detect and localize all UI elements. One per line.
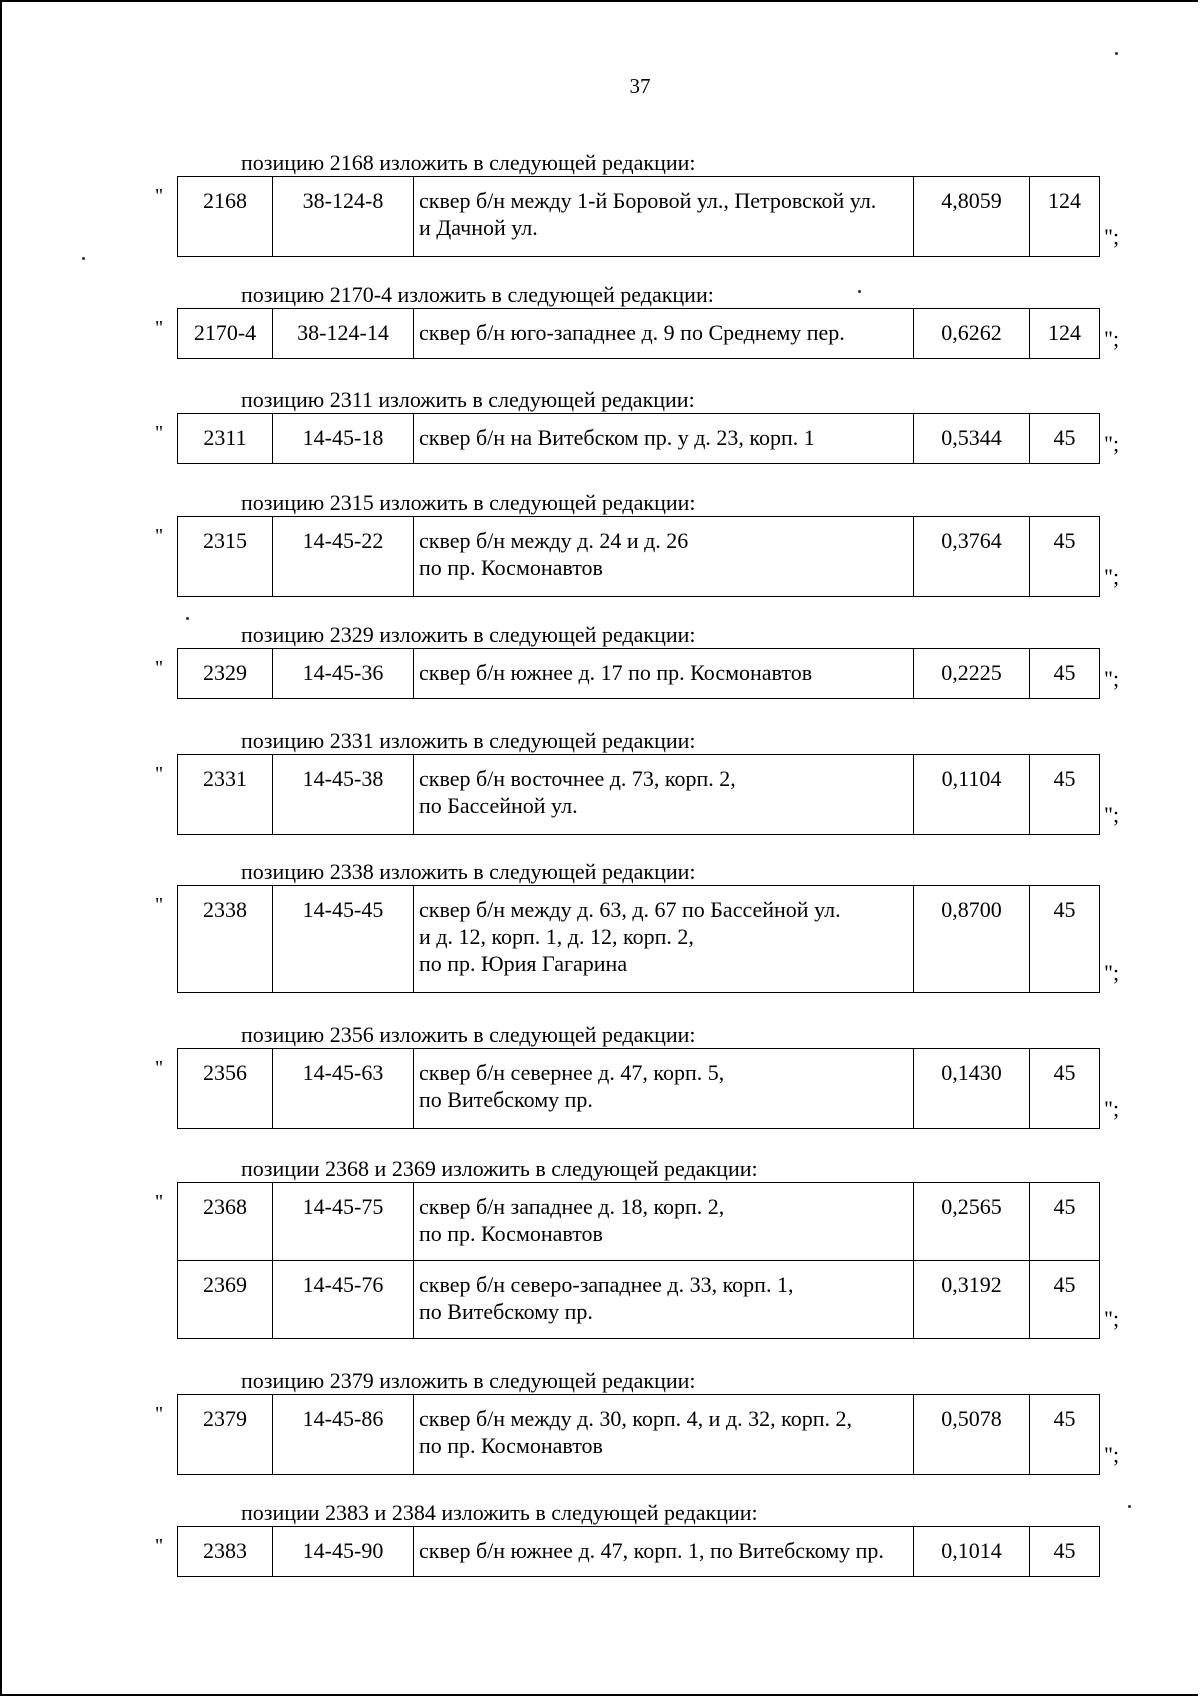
table-row xyxy=(178,1261,1100,1339)
position-number-cell: 2383 xyxy=(178,1527,273,1577)
description-line: по пр. Космонавтов xyxy=(419,1221,603,1246)
district-cell: 45 xyxy=(1030,414,1100,464)
accounting-code-cell: 14-45-22 xyxy=(273,517,414,597)
position-table xyxy=(177,413,1100,464)
table-row xyxy=(178,1527,1100,1577)
description-cell xyxy=(414,1183,914,1261)
position-table xyxy=(177,176,1100,257)
area-cell: 4,8059 xyxy=(914,177,1030,257)
position-number-cell: 2168 xyxy=(178,177,273,257)
area-cell: 0,2565 xyxy=(914,1183,1030,1261)
description-cell xyxy=(414,886,914,993)
description-line: по пр. Юрия Гагарина xyxy=(419,951,628,976)
table-row xyxy=(178,517,1100,597)
description-line: по пр. Космонавтов xyxy=(419,555,603,580)
table-row xyxy=(178,177,1100,257)
section-heading: позицию 2170-4 изложить в следующей редакции: xyxy=(241,282,714,307)
accounting-code-cell: 14-45-45 xyxy=(273,886,414,993)
closing-quote-mark: "; xyxy=(1104,431,1120,456)
description-line: сквер б/н восточнее д. 73, корп. 2, xyxy=(419,766,736,791)
description-line: сквер б/н юго-западнее д. 9 по Среднему пер. xyxy=(419,320,845,345)
opening-quote-mark: " xyxy=(155,1535,164,1557)
position-table xyxy=(177,1048,1100,1129)
section-heading: позицию 2331 изложить в следующей редакции: xyxy=(241,728,696,753)
description-line: сквер б/н между д. 63, д. 67 по Бассейной ул. xyxy=(419,897,841,922)
description-line: по пр. Космонавтов xyxy=(419,1433,603,1458)
position-number-cell: 2331 xyxy=(178,755,273,835)
scan-speck xyxy=(858,290,861,293)
accounting-code-cell: 14-45-63 xyxy=(273,1049,414,1129)
position-table xyxy=(177,1394,1100,1475)
area-cell: 0,1430 xyxy=(914,1049,1030,1129)
district-cell: 45 xyxy=(1030,1527,1100,1577)
area-cell: 0,3764 xyxy=(914,517,1030,597)
opening-quote-mark: " xyxy=(155,525,164,547)
description-line: сквер б/н севернее д. 47, корп. 5, xyxy=(419,1060,725,1085)
position-table xyxy=(177,308,1100,359)
area-cell: 0,2225 xyxy=(914,649,1030,699)
opening-quote-mark: " xyxy=(155,763,164,785)
description-line: по Витебскому пр. xyxy=(419,1087,593,1112)
section-heading: позицию 2379 изложить в следующей редакции: xyxy=(241,1368,696,1393)
accounting-code-cell: 14-45-38 xyxy=(273,755,414,835)
position-number-cell: 2356 xyxy=(178,1049,273,1129)
district-cell: 45 xyxy=(1030,1049,1100,1129)
position-number-cell: 2170-4 xyxy=(178,309,273,359)
district-cell: 45 xyxy=(1030,1395,1100,1475)
table-row xyxy=(178,414,1100,464)
description-line: по Витебскому пр. xyxy=(419,1299,593,1324)
position-table xyxy=(177,1182,1100,1339)
position-number-cell: 2368 xyxy=(178,1183,273,1261)
opening-quote-mark: " xyxy=(155,1057,164,1079)
section-heading: позицию 2168 изложить в следующей редакции: xyxy=(241,150,696,175)
position-number-cell: 2329 xyxy=(178,649,273,699)
description-line: сквер б/н между д. 30, корп. 4, и д. 32, корп. 2, xyxy=(419,1406,852,1431)
accounting-code-cell: 14-45-75 xyxy=(273,1183,414,1261)
closing-quote-mark: "; xyxy=(1104,326,1120,351)
description-cell xyxy=(414,414,914,464)
position-number-cell: 2315 xyxy=(178,517,273,597)
closing-quote-mark: "; xyxy=(1104,666,1120,691)
district-cell: 124 xyxy=(1030,177,1100,257)
description-cell xyxy=(414,1395,914,1475)
table-row xyxy=(178,309,1100,359)
district-cell: 45 xyxy=(1030,1183,1100,1261)
closing-quote-mark: "; xyxy=(1104,1442,1120,1467)
district-cell: 45 xyxy=(1030,1261,1100,1339)
section-heading: позиции 2368 и 2369 изложить в следующей редакции: xyxy=(241,1156,758,1181)
accounting-code-cell: 14-45-36 xyxy=(273,649,414,699)
table-row xyxy=(178,1049,1100,1129)
description-line: сквер б/н северо-западнее д. 33, корп. 1, xyxy=(419,1272,794,1297)
position-table xyxy=(177,516,1100,597)
district-cell: 124 xyxy=(1030,309,1100,359)
section-heading: позицию 2311 изложить в следующей редакции: xyxy=(241,387,695,412)
accounting-code-cell: 14-45-86 xyxy=(273,1395,414,1475)
table-row xyxy=(178,886,1100,993)
position-number-cell: 2311 xyxy=(178,414,273,464)
closing-quote-mark: "; xyxy=(1104,1306,1120,1331)
area-cell: 0,6262 xyxy=(914,309,1030,359)
opening-quote-mark: " xyxy=(155,317,164,339)
description-cell xyxy=(414,1261,914,1339)
section-heading: позицию 2329 изложить в следующей редакции: xyxy=(241,622,696,647)
table-row xyxy=(178,649,1100,699)
description-cell xyxy=(414,177,914,257)
accounting-code-cell: 14-45-90 xyxy=(273,1527,414,1577)
opening-quote-mark: " xyxy=(155,1191,164,1213)
opening-quote-mark: " xyxy=(155,657,164,679)
description-line: сквер б/н западнее д. 18, корп. 2, xyxy=(419,1194,725,1219)
district-cell: 45 xyxy=(1030,649,1100,699)
description-cell xyxy=(414,649,914,699)
table-row xyxy=(178,755,1100,835)
description-line: сквер б/н между д. 24 и д. 26 xyxy=(419,528,689,553)
section-heading: позицию 2338 изложить в следующей редакции: xyxy=(241,859,696,884)
opening-quote-mark: " xyxy=(155,1403,164,1425)
accounting-code-cell: 38-124-8 xyxy=(273,177,414,257)
opening-quote-mark: " xyxy=(155,894,164,916)
district-cell: 45 xyxy=(1030,755,1100,835)
section-heading: позиции 2383 и 2384 изложить в следующей редакции: xyxy=(241,1500,758,1525)
scan-speck xyxy=(186,617,189,620)
accounting-code-cell: 14-45-76 xyxy=(273,1261,414,1339)
position-table xyxy=(177,648,1100,699)
description-line: сквер б/н на Витебском пр. у д. 23, корп. 1 xyxy=(419,425,815,450)
closing-quote-mark: "; xyxy=(1104,1096,1120,1121)
position-table xyxy=(177,1526,1100,1577)
area-cell: 0,3192 xyxy=(914,1261,1030,1339)
area-cell: 0,1014 xyxy=(914,1527,1030,1577)
description-cell xyxy=(414,517,914,597)
table-row xyxy=(178,1183,1100,1261)
opening-quote-mark: " xyxy=(155,185,164,207)
closing-quote-mark: "; xyxy=(1104,960,1120,985)
opening-quote-mark: " xyxy=(155,422,164,444)
position-number-cell: 2338 xyxy=(178,886,273,993)
description-cell xyxy=(414,1527,914,1577)
description-line: сквер б/н южнее д. 47, корп. 1, по Витебскому пр. xyxy=(419,1538,884,1563)
area-cell: 0,5078 xyxy=(914,1395,1030,1475)
description-line: и Дачной ул. xyxy=(419,215,538,240)
description-line: сквер б/н южнее д. 17 по пр. Космонавтов xyxy=(419,660,813,685)
district-cell: 45 xyxy=(1030,886,1100,993)
position-table xyxy=(177,885,1100,993)
area-cell: 0,5344 xyxy=(914,414,1030,464)
description-cell xyxy=(414,755,914,835)
description-line: сквер б/н между 1-й Боровой ул., Петровской ул. xyxy=(419,188,877,213)
description-line: и д. 12, корп. 1, д. 12, корп. 2, xyxy=(419,924,694,949)
page-number: 37 xyxy=(629,74,651,98)
scan-speck xyxy=(1115,52,1118,55)
position-number-cell: 2369 xyxy=(178,1261,273,1339)
scan-speck xyxy=(1128,1505,1131,1508)
accounting-code-cell: 14-45-18 xyxy=(273,414,414,464)
area-cell: 0,1104 xyxy=(914,755,1030,835)
description-cell xyxy=(414,309,914,359)
district-cell: 45 xyxy=(1030,517,1100,597)
description-cell xyxy=(414,1049,914,1129)
description-line: по Бассейной ул. xyxy=(419,793,578,818)
table-row xyxy=(178,1395,1100,1475)
closing-quote-mark: "; xyxy=(1104,802,1120,827)
closing-quote-mark: "; xyxy=(1104,224,1120,249)
position-table xyxy=(177,754,1100,835)
area-cell: 0,8700 xyxy=(914,886,1030,993)
section-heading: позицию 2315 изложить в следующей редакции: xyxy=(241,490,696,515)
section-heading: позицию 2356 изложить в следующей редакции: xyxy=(241,1022,696,1047)
scan-speck xyxy=(82,257,85,260)
closing-quote-mark: "; xyxy=(1104,564,1120,589)
accounting-code-cell: 38-124-14 xyxy=(273,309,414,359)
position-number-cell: 2379 xyxy=(178,1395,273,1475)
